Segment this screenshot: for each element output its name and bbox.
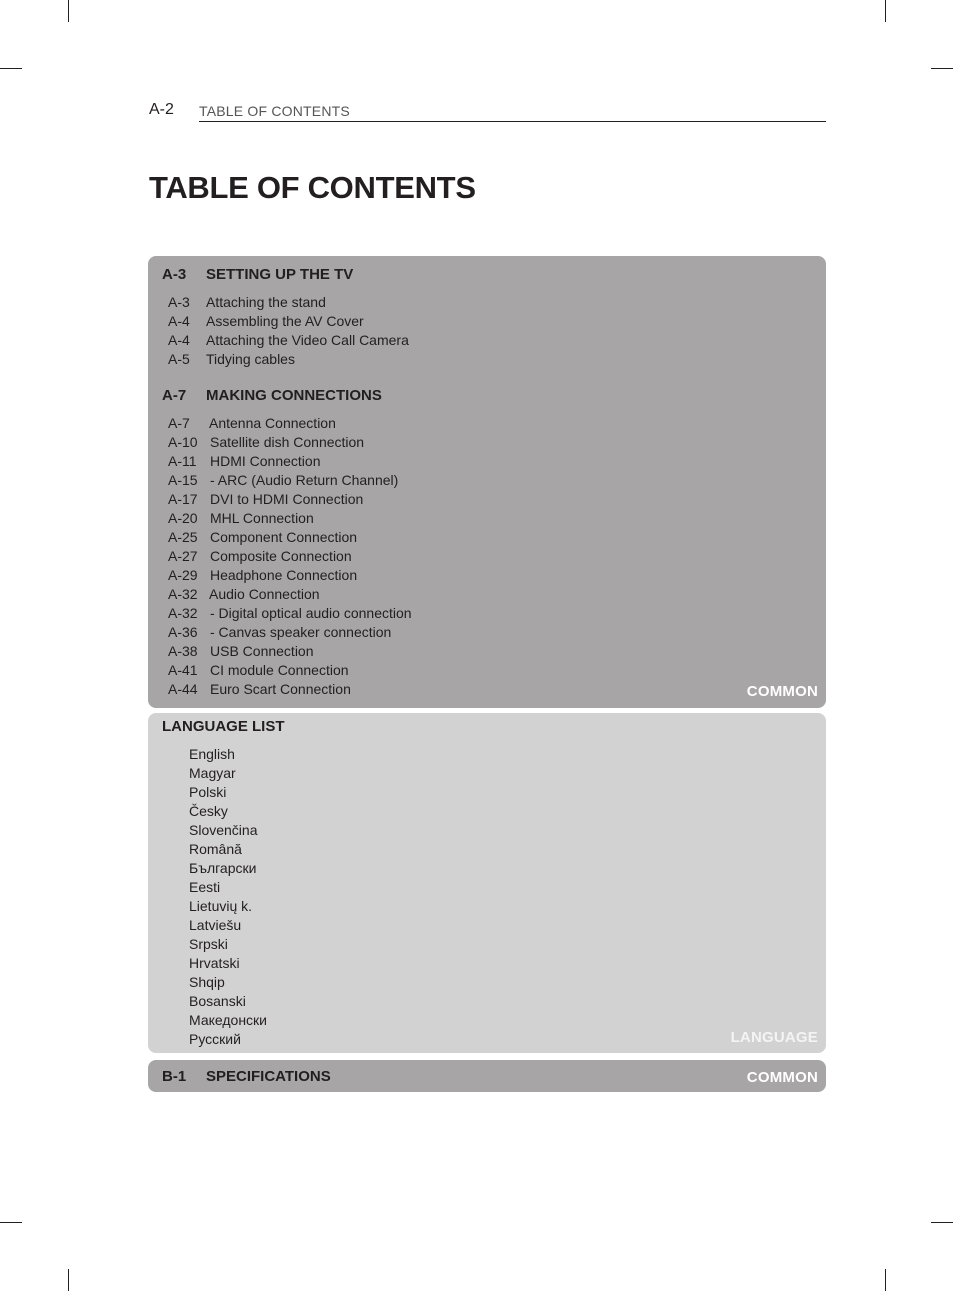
- entry-text: Headphone Connection: [210, 567, 358, 583]
- common-tag: COMMON: [746, 683, 818, 700]
- language-item[interactable]: Lietuvių k.: [189, 898, 253, 914]
- entry-text: Satellite dish Connection: [210, 434, 365, 450]
- entry-page: A-27: [168, 548, 198, 564]
- entry-text: CI module Connection: [210, 662, 349, 678]
- crop-mark: [0, 68, 22, 69]
- entry-page: A-25: [168, 529, 198, 545]
- entry-page: A-41: [168, 662, 198, 678]
- entry-text: Component Connection: [210, 529, 358, 545]
- entry-page: A-29: [168, 567, 198, 583]
- entry-text: Attaching the Video Call Camera: [206, 332, 409, 348]
- section-title: MAKING CONNECTIONS: [206, 387, 382, 404]
- entry-page: A-4: [168, 332, 190, 348]
- crop-mark: [885, 0, 886, 22]
- entry-page: A-5: [168, 351, 190, 367]
- language-item[interactable]: Русский: [189, 1031, 241, 1047]
- language-item[interactable]: Slovenčina: [189, 822, 258, 838]
- entry-page: A-32: [168, 586, 198, 602]
- language-item[interactable]: English: [189, 746, 235, 762]
- language-list-heading[interactable]: LANGUAGE LIST: [162, 718, 285, 735]
- entry-page: A-38: [168, 643, 198, 659]
- section-page: A-7: [162, 387, 187, 404]
- language-item[interactable]: Srpski: [189, 936, 228, 952]
- entry-page: A-7: [168, 415, 190, 431]
- section-page: B-1: [162, 1068, 187, 1085]
- language-item[interactable]: Български: [189, 860, 257, 876]
- entry-page: A-17: [168, 491, 198, 507]
- entry-page: A-3: [168, 294, 190, 310]
- language-item[interactable]: Română: [189, 841, 242, 857]
- entry-page: A-4: [168, 313, 190, 329]
- language-item[interactable]: Eesti: [189, 879, 221, 895]
- page-number: A-2: [149, 101, 174, 118]
- entry-page: A-10: [168, 434, 198, 450]
- language-item[interactable]: Magyar: [189, 765, 236, 781]
- entry-page: A-44: [168, 681, 198, 697]
- common-tag: COMMON: [746, 1069, 818, 1086]
- crop-mark: [0, 1222, 22, 1223]
- entry-text: Tidying cables: [206, 351, 295, 367]
- entry-text: Euro Scart Connection: [210, 681, 351, 697]
- language-item[interactable]: Latviešu: [189, 917, 242, 933]
- crop-mark: [885, 1269, 886, 1291]
- entry-text: DVI to HDMI Connection: [210, 491, 364, 507]
- language-item[interactable]: Polski: [189, 784, 227, 800]
- entry-page: A-11: [168, 453, 197, 469]
- page-title: TABLE OF CONTENTS: [149, 170, 476, 205]
- entry-page: A-15: [168, 472, 198, 488]
- entry-text: Attaching the stand: [206, 294, 326, 310]
- section-heading[interactable]: [162, 266, 353, 283]
- entry-text: Antenna Connection: [209, 415, 336, 431]
- language-item[interactable]: Česky: [189, 803, 228, 819]
- entry-text: - ARC (Audio Return Channel): [210, 472, 399, 488]
- language-section-box: [148, 713, 826, 1053]
- language-item[interactable]: Македонски: [189, 1012, 267, 1028]
- entry-text: USB Connection: [210, 643, 314, 659]
- entry-text: Assembling the AV Cover: [206, 313, 364, 329]
- entry-text: HDMI Connection: [210, 453, 321, 469]
- running-header: TABLE OF CONTENTS: [199, 103, 350, 119]
- entry-text: Composite Connection: [210, 548, 352, 564]
- entry-text: MHL Connection: [210, 510, 314, 526]
- entry-page: A-20: [168, 510, 198, 526]
- entry-text: Audio Connection: [209, 586, 320, 602]
- crop-mark: [931, 1222, 953, 1223]
- section-title: SETTING UP THE TV: [206, 266, 354, 283]
- entry-text: - Digital optical audio connection: [210, 605, 412, 621]
- header-rule: [199, 121, 826, 122]
- entry-text: - Canvas speaker connection: [210, 624, 392, 640]
- language-tag: LANGUAGE: [730, 1029, 818, 1046]
- language-item[interactable]: Shqip: [189, 974, 225, 990]
- entry-page: A-32: [168, 605, 198, 621]
- section-heading[interactable]: [162, 387, 382, 404]
- crop-mark: [931, 68, 953, 69]
- language-item[interactable]: Bosanski: [189, 993, 246, 1009]
- crop-mark: [68, 0, 69, 22]
- section-heading[interactable]: [162, 1068, 331, 1085]
- section-page: A-3: [162, 266, 187, 283]
- language-item[interactable]: Hrvatski: [189, 955, 240, 971]
- crop-mark: [68, 1269, 69, 1291]
- entry-page: A-36: [168, 624, 198, 640]
- section-title: SPECIFICATIONS: [206, 1068, 331, 1085]
